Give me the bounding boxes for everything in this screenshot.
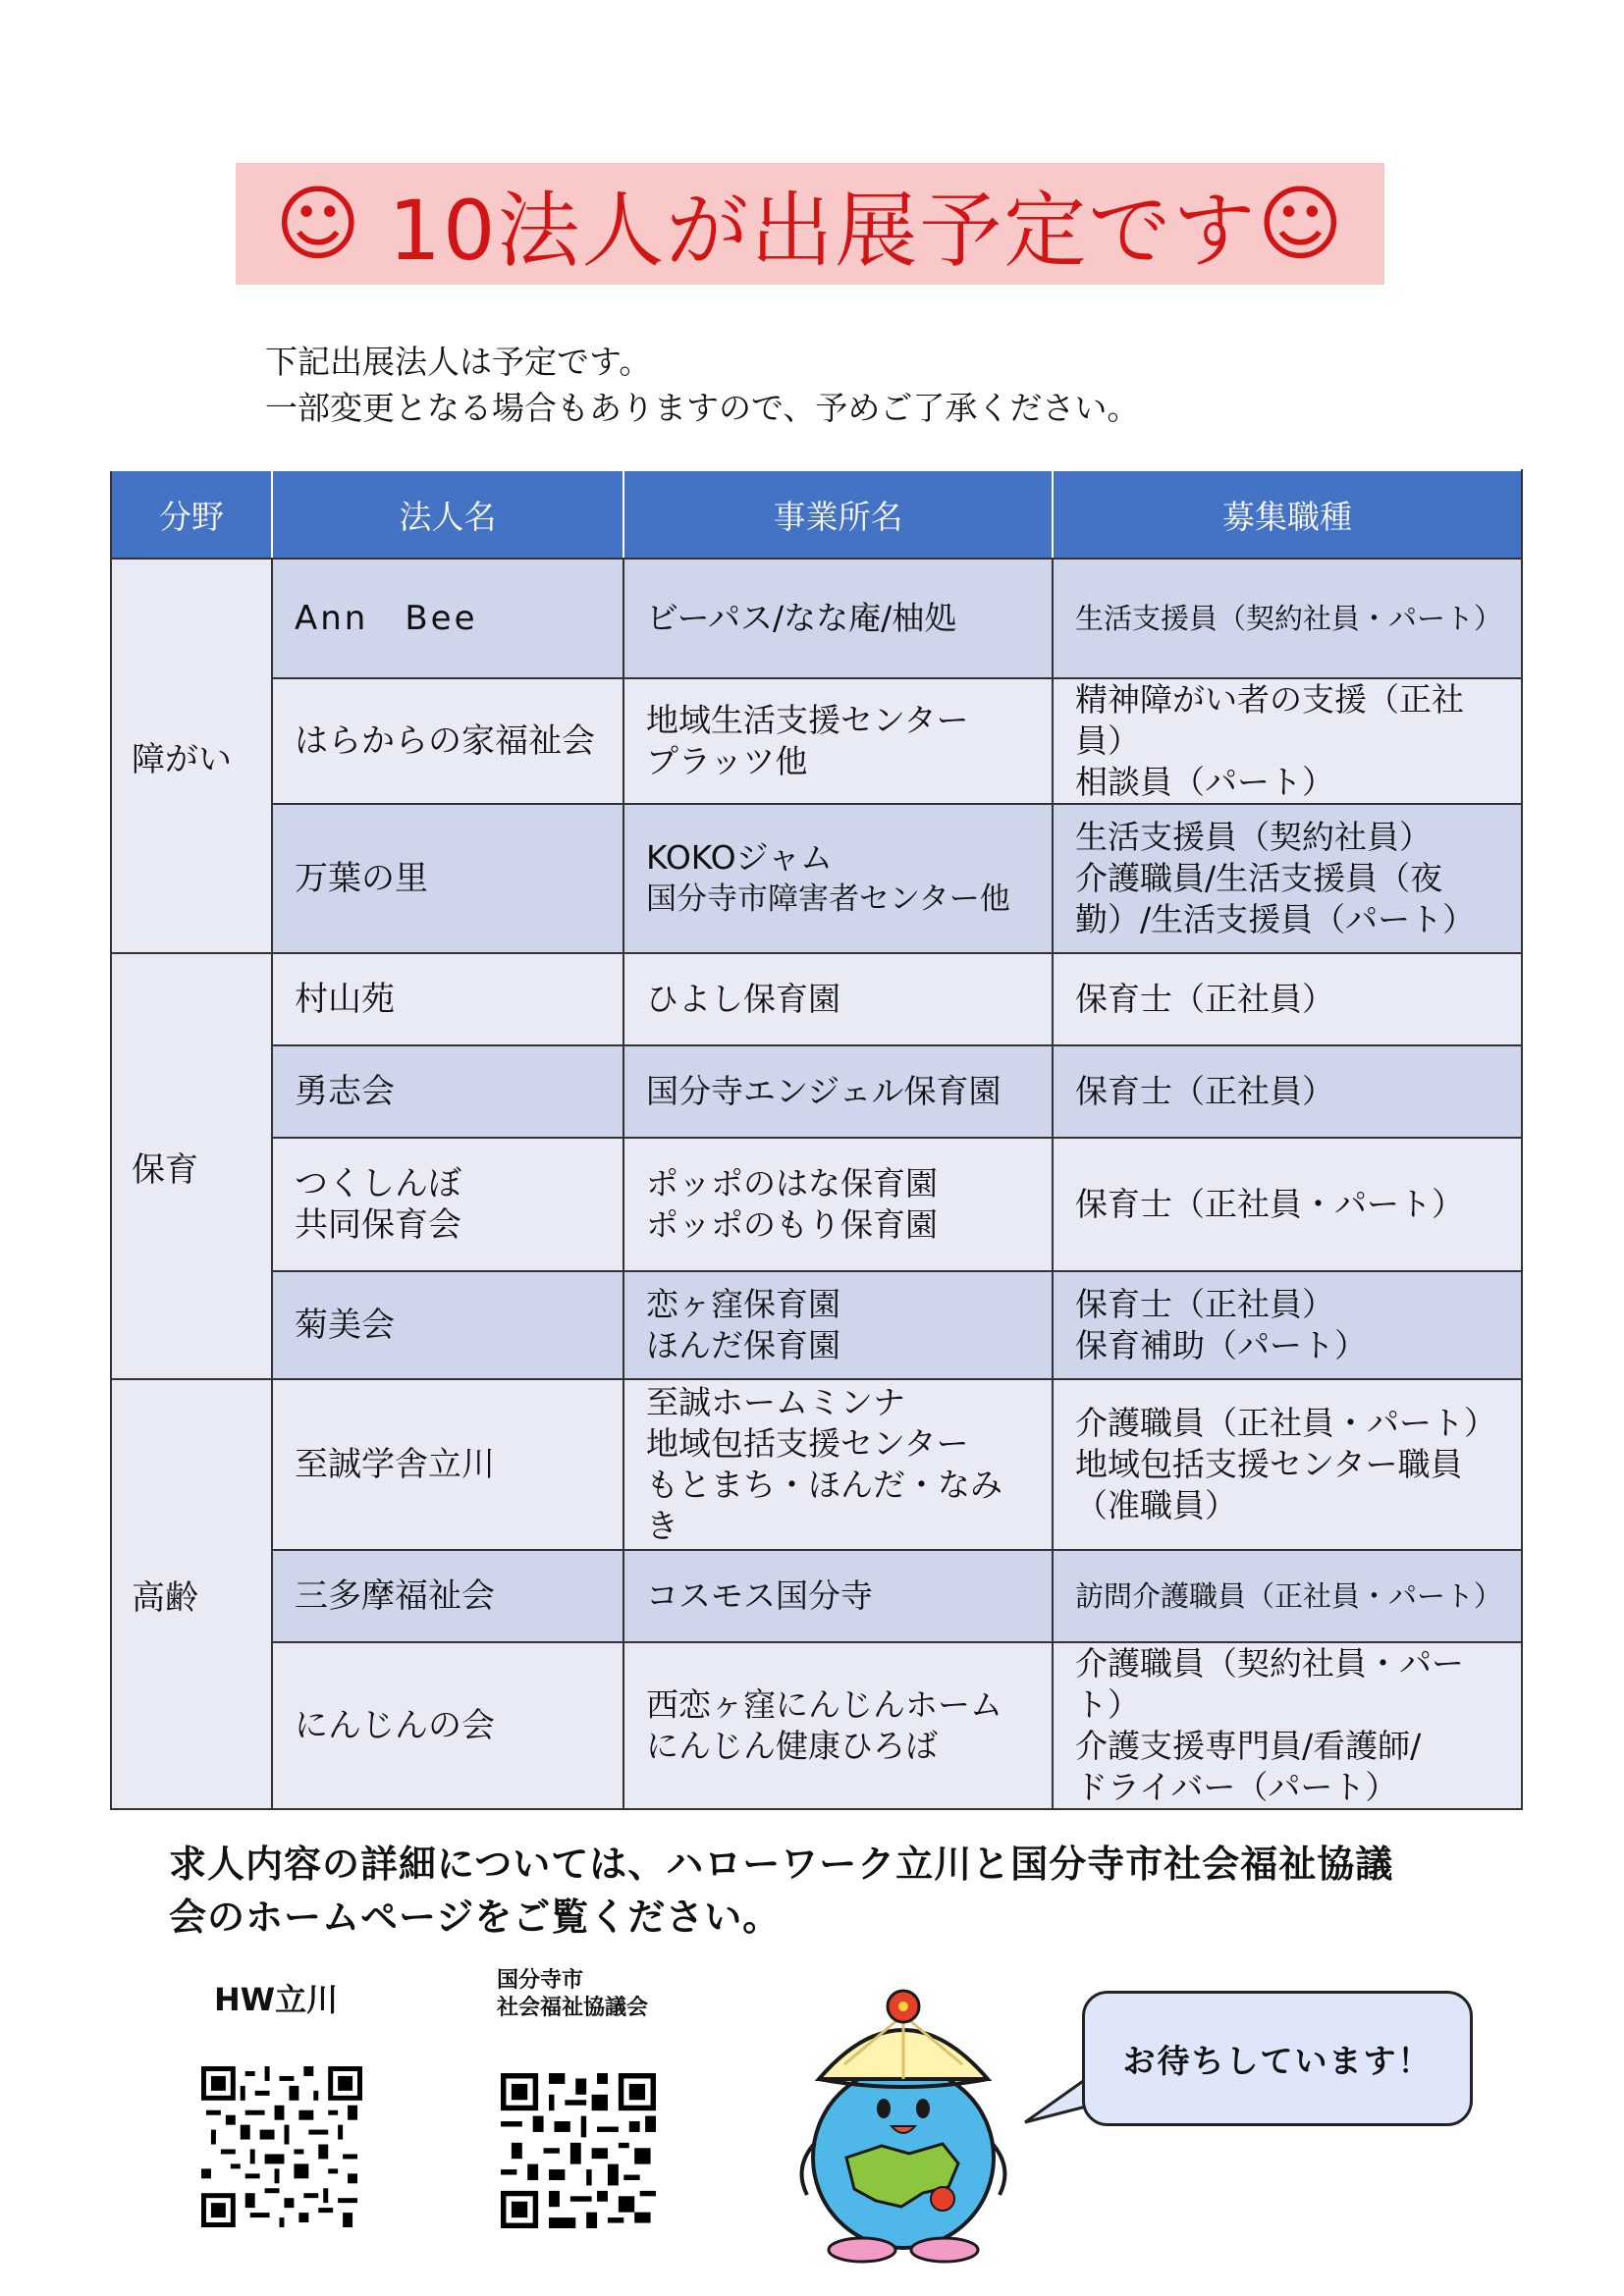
- qr-council-label-line: 社会福祉協議会: [497, 1996, 649, 2020]
- org-cell: 三多摩福祉会: [272, 1550, 623, 1642]
- qr-council-label-line: 国分寺市: [497, 1968, 584, 1993]
- qr-council-label: [497, 1967, 648, 2022]
- org-cell: にんじんの会: [272, 1642, 623, 1809]
- header-office: 事業所名: [623, 470, 1053, 559]
- org-cell: 勇志会: [272, 1045, 623, 1138]
- office-cell: 恋ヶ窪保育園 ほんだ保育園: [623, 1271, 1053, 1379]
- org-cell: はらからの家福祉会: [272, 678, 623, 804]
- bubble-tail-icon: [1021, 2071, 1090, 2130]
- category-cell: 高齢: [111, 1379, 272, 1809]
- header-field: 分野: [111, 470, 272, 559]
- header-job: 募集職種: [1053, 470, 1522, 559]
- job-cell: 保育士（正社員）: [1053, 953, 1522, 1045]
- qr-hw-label: HW立川: [214, 1981, 339, 2018]
- office-cell: KOKOジャム 国分寺市障害者センター他: [623, 804, 1053, 953]
- table-row: [111, 1045, 1522, 1138]
- job-cell: 介護職員（正社員・パート） 地域包括支援センター職員 （准職員）: [1053, 1379, 1522, 1550]
- org-cell: 万葉の里: [272, 804, 623, 953]
- category-cell: 障がい: [111, 559, 272, 953]
- table-row: [111, 1642, 1522, 1809]
- job-cell: 精神障がい者の支援（正社員） 相談員（パート）: [1053, 678, 1522, 804]
- header-org: 法人名: [272, 470, 623, 559]
- office-cell: 地域生活支援センター プラッツ他: [623, 678, 1053, 804]
- qr-code-hw-icon[interactable]: [201, 2066, 362, 2227]
- org-cell: つくしんぼ 共同保育会: [272, 1138, 623, 1271]
- headline-text: 10法人が出展予定です: [388, 182, 1258, 279]
- office-cell: 西恋ヶ窪にんじんホーム にんじん健康ひろば: [623, 1642, 1053, 1809]
- table-row: [111, 559, 1522, 678]
- qr-code-council-icon[interactable]: [501, 2073, 656, 2228]
- table-row: [111, 804, 1522, 953]
- office-cell: ひよし保育園: [623, 953, 1053, 1045]
- footer-line: 会のホームページをご覧ください。: [169, 1896, 782, 1939]
- office-cell: ポッポのはな保育園 ポッポのもり保育園: [623, 1138, 1053, 1271]
- office-cell: 至誠ホームミンナ 地域包括支援センター もとまち・ほんだ・なみき: [623, 1379, 1053, 1550]
- office-cell: コスモス国分寺: [623, 1550, 1053, 1642]
- category-cell: 保育: [111, 953, 272, 1379]
- job-cell: 保育士（正社員・パート）: [1053, 1138, 1522, 1271]
- notice-line: 一部変更となる場合もありますので、予めご了承ください。: [265, 389, 1140, 427]
- smiley-icon: ☺: [1257, 176, 1346, 272]
- job-cell: 保育士（正社員） 保育補助（パート）: [1053, 1271, 1522, 1379]
- office-cell: 国分寺エンジェル保育園: [623, 1045, 1053, 1138]
- table-row: [111, 953, 1522, 1045]
- table-row: [111, 1550, 1522, 1642]
- job-cell: 介護職員（契約社員・パート） 介護支援専門員/看護師/ ドライバー（パート）: [1053, 1642, 1522, 1809]
- footer-line: 求人内容の詳細については、ハローワーク立川と国分寺市社会福祉協議: [169, 1842, 1394, 1886]
- table-row: [111, 1138, 1522, 1271]
- table-row: [111, 1379, 1522, 1550]
- table-header-row: [111, 470, 1522, 559]
- table-row: [111, 1271, 1522, 1379]
- org-cell: 村山苑: [272, 953, 623, 1045]
- table-row: [111, 678, 1522, 804]
- office-cell: ビーパス/なな庵/柚処: [623, 559, 1053, 678]
- headline-banner: [236, 163, 1384, 285]
- job-cell: 保育士（正社員）: [1053, 1045, 1522, 1138]
- org-cell: Ann Bee: [272, 559, 623, 678]
- org-cell: 菊美会: [272, 1271, 623, 1379]
- org-cell: 至誠学舎立川: [272, 1379, 623, 1550]
- speech-bubble: お待ちしています！: [1082, 1991, 1473, 2126]
- footer-message: [169, 1838, 1393, 1944]
- job-cell: 生活支援員（契約社員・パート）: [1053, 559, 1522, 678]
- notice-line: 下記出展法人は予定です。: [265, 343, 652, 381]
- mascot-character-icon: [785, 1971, 1021, 2266]
- smiley-icon: ☺: [274, 176, 363, 272]
- exhibitor-table: [110, 469, 1523, 1810]
- notice-text: [265, 339, 1139, 431]
- job-cell: 訪問介護職員（正社員・パート）: [1053, 1550, 1522, 1642]
- job-cell: 生活支援員（契約社員） 介護職員/生活支援員（夜 勤）/生活支援員（パート）: [1053, 804, 1522, 953]
